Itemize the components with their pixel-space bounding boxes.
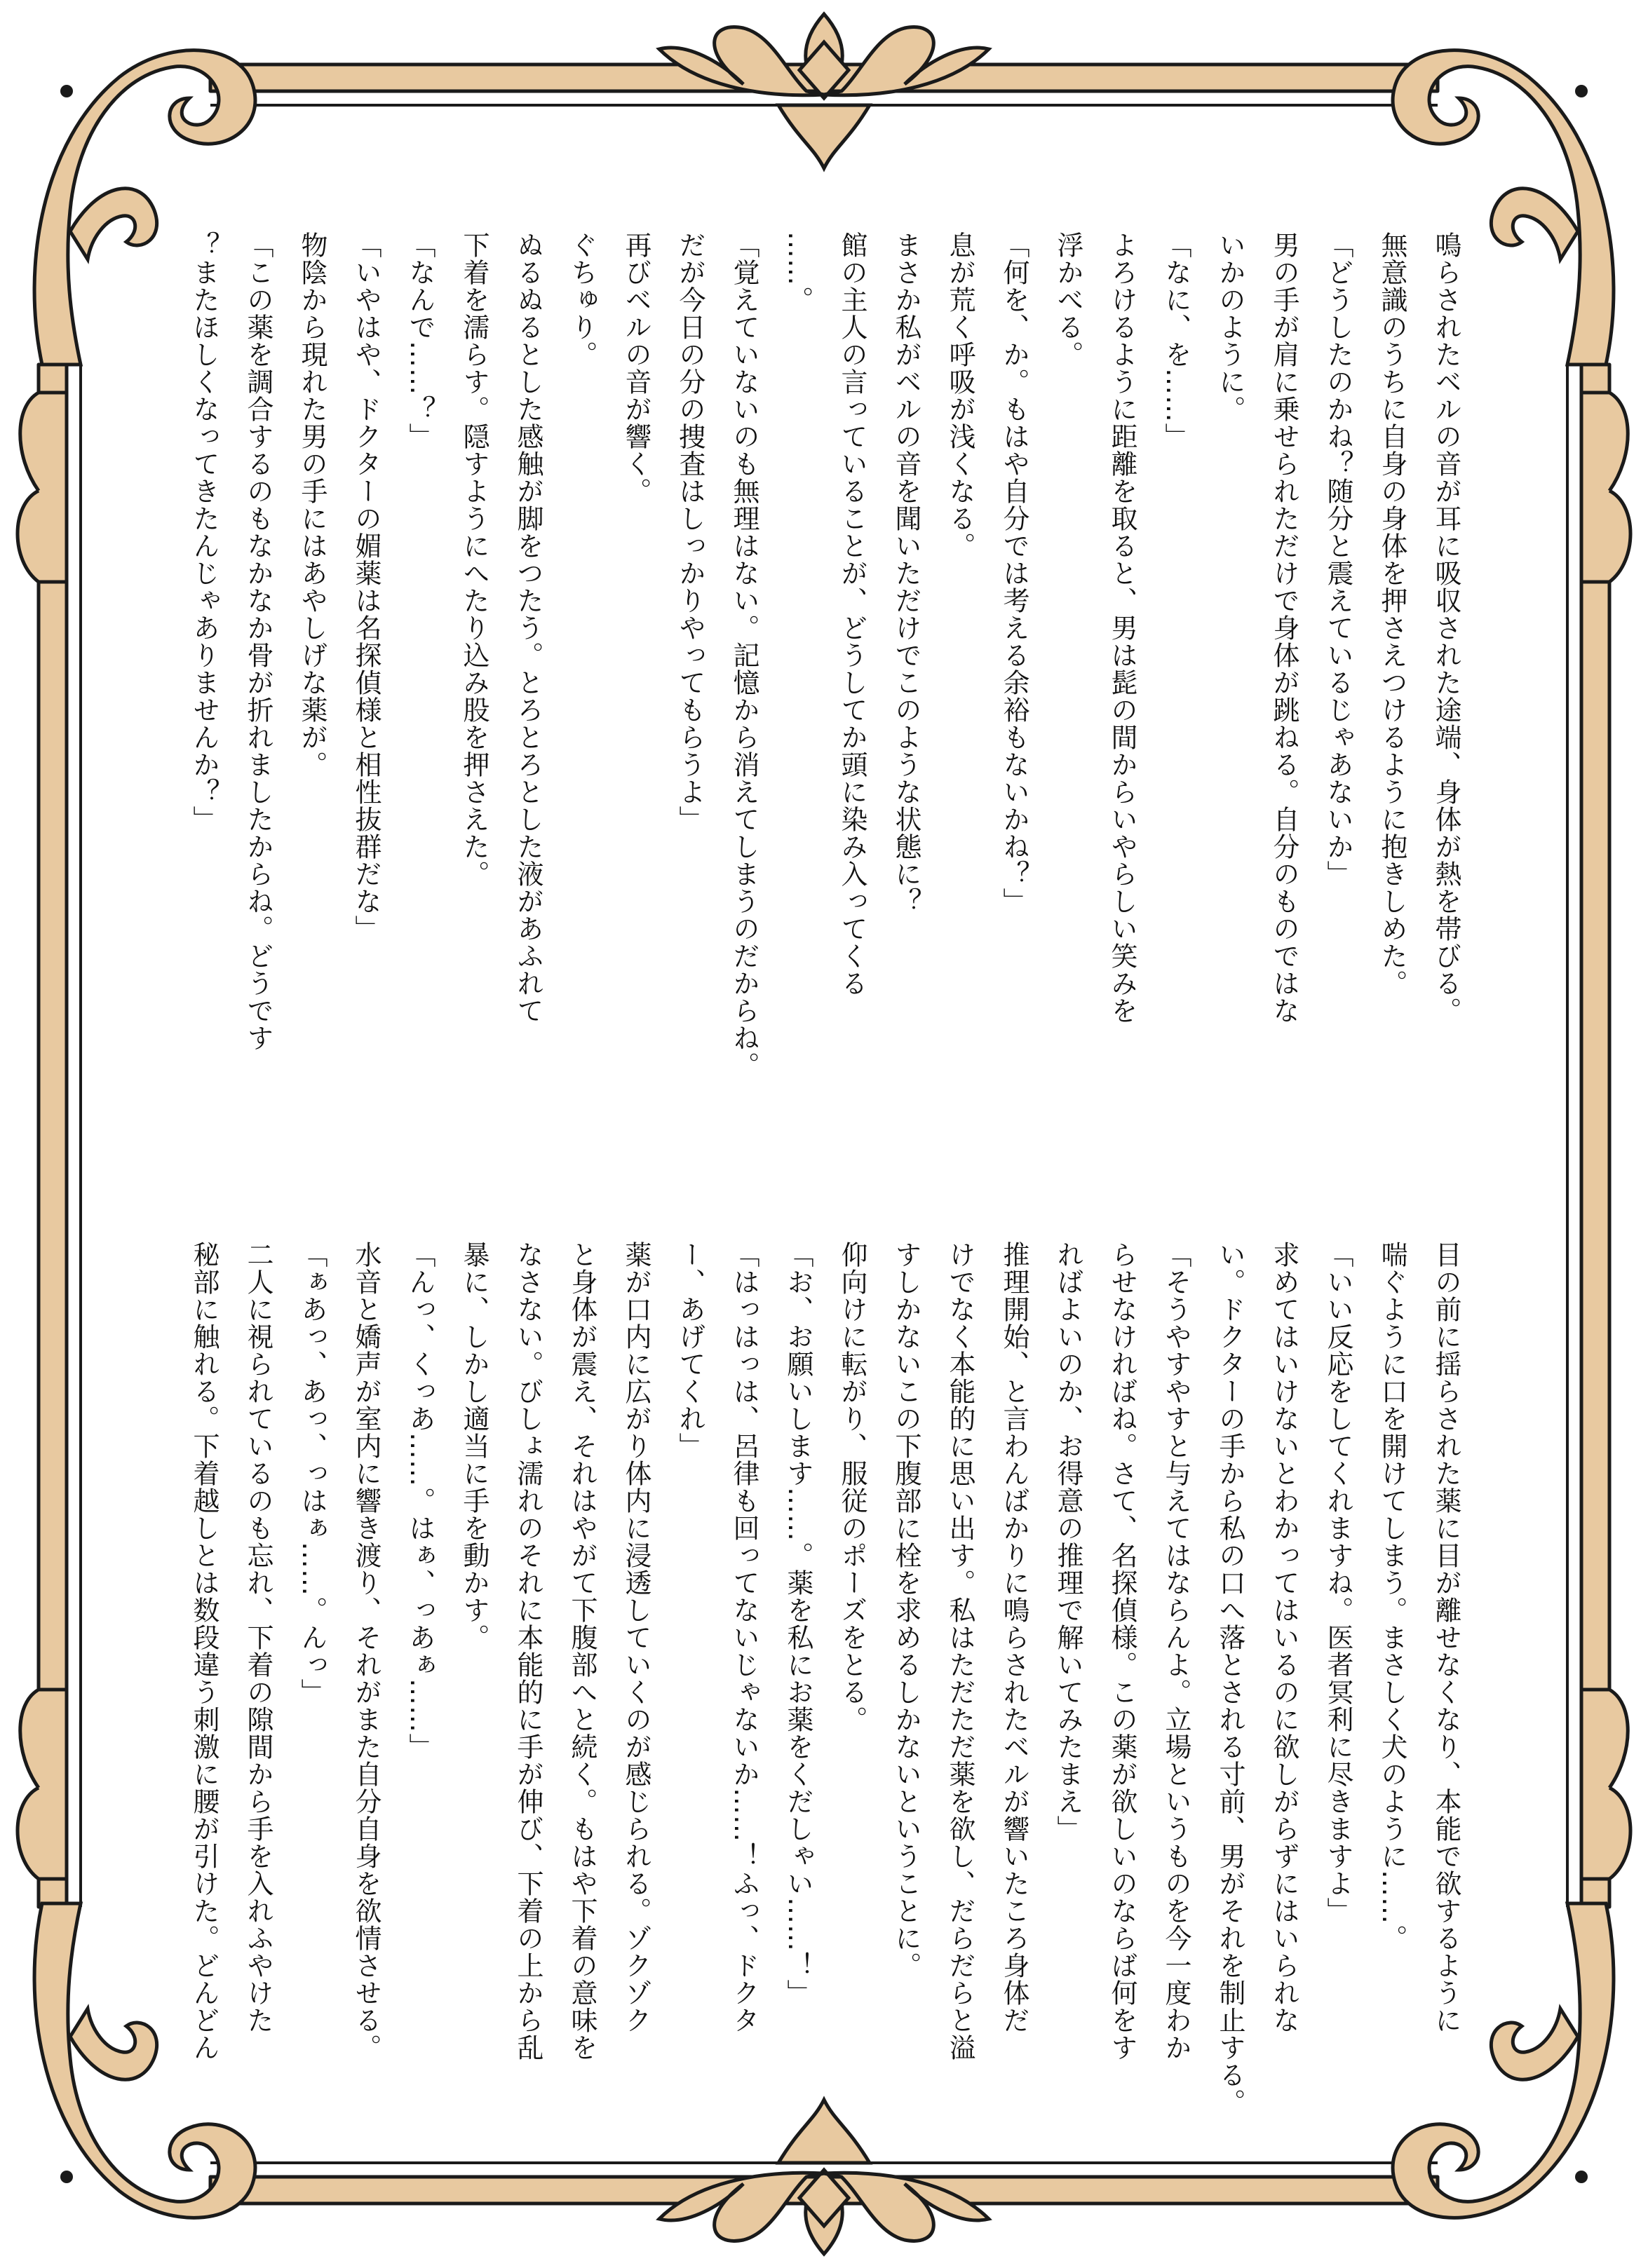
text-line: 「いい反応をしてくれますね。医者冥利に尽きますよ」	[1323, 1241, 1353, 1924]
text-line: 「覚えていないのも無理はない。記憶から消えてしまうのだからね。	[729, 231, 759, 1079]
text-line: 秘部に触れる。下着越しとは数段違う刺激に腰が引けた。どんどん	[189, 1241, 219, 2061]
text-line: 「いやはや、ドクターの媚薬は名探偵様と相性抜群だな」	[351, 231, 381, 942]
frame-left-bar	[39, 365, 67, 1907]
text-line: 求めてはいけないとわかってはいるのに欲しがらずにはいられな	[1269, 1241, 1299, 2034]
text-line: ぐちゅり。	[567, 231, 597, 368]
text-line: 男の手が肩に乗せられただけで身体が跳ねる。自分のものではな	[1269, 231, 1299, 1024]
text-line: 「そうやすやすと与えてはならんよ。立場というものを今一度わか	[1161, 1241, 1191, 2061]
side-ornament-right-top	[1581, 393, 1630, 582]
text-line: ー、あげてくれ」	[675, 1241, 705, 1460]
text-line: 無意識のうちに自身の身体を押さえつけるように抱きしめた。	[1377, 231, 1407, 997]
text-line: 息が荒く呼吸が浅くなる。	[945, 231, 975, 559]
text-line: 「何を、か。もはや自分では考える余裕もないかね？」	[999, 231, 1029, 915]
text-line: ？またほしくなってきたんじゃありませんか？」	[189, 231, 219, 833]
text-line: 暴に、しかし適当に手を動かす。	[459, 1241, 489, 1651]
text-line: ぬるぬるとした感触が脚をつたう。とろとろとした液があふれて	[513, 231, 543, 1024]
text-block-top	[175, 231, 1473, 1171]
frame-right-bar	[1581, 365, 1609, 1907]
text-line: 薬が口内に広がり体内に浸透していくのが感じられる。ゾクゾク	[621, 1241, 651, 2034]
text-line: 仰向けに転がり、服従のポーズをとる。	[837, 1241, 867, 1733]
text-line: 「ぁあっ、あっ、っはぁ……。んっ」	[297, 1241, 327, 1706]
text-line: よろけるように距離を取ると、男は髭の間からいやらしい笑みを	[1107, 231, 1137, 1024]
text-line: 「んっ、くっあ……。はぁ、っあぁ……」	[405, 1241, 435, 1760]
text-line: 「お、お願いします……。薬を私にお薬をくだしゃい……！」	[783, 1241, 813, 2006]
text-line: 鳴らされたベルの音が耳に吸収された途端、身体が熱を帯びる。	[1431, 231, 1461, 1024]
text-line: なさない。びしょ濡れのそれに本能的に手が伸び、下着の上から乱	[513, 1241, 543, 2061]
text-line: らせなければね。さて、名探偵様。この薬が欲しいのならば何をす	[1107, 1241, 1137, 2061]
text-line: 目の前に揺らされた薬に目が離せなくなり、本能で欲するように	[1431, 1241, 1461, 2034]
text-line: 水音と嬌声が室内に響き渡り、それがまた自分自身を欲情させる。	[351, 1241, 381, 2061]
side-ornament-left-top	[18, 393, 67, 582]
text-line: と身体が震え、それはやがて下腹部へと続く。もはや下着の意味を	[567, 1241, 597, 2061]
text-line: 浮かべる。	[1053, 231, 1083, 368]
text-line: ればよいのか、お得意の推理で解いてみたまえ」	[1053, 1241, 1083, 1842]
text-line: いかのように。	[1215, 231, 1245, 423]
text-line: 「はっはっは、呂律も回ってないじゃないか……！ふっ、ドクタ	[729, 1241, 759, 2034]
text-line: ……。	[783, 231, 813, 313]
text-line: 推理開始、と言わんばかりに鳴らされたベルが響いたころ身体だ	[999, 1241, 1029, 2034]
text-line: い。ドクターの手から私の口へ落とされる寸前、男がそれを制止する。	[1215, 1241, 1245, 2116]
text-line: 下着を濡らす。隠すようにへたり込み股を押さえた。	[459, 231, 489, 888]
text-block-bottom	[175, 1241, 1473, 2180]
text-line: けでなく本能的に思い出す。私はただただ薬を欲し、だらだらと溢	[945, 1241, 975, 2061]
text-line: 再びベルの音が響く。	[621, 231, 651, 505]
text-line: だが今日の分の捜査はしっかりやってもらうよ」	[675, 231, 705, 833]
text-line: 「なんで……？」	[405, 231, 435, 450]
text-line: すしかないこの下腹部に栓を求めるしかないということに。	[891, 1241, 921, 1979]
side-ornament-right-bottom	[1581, 1690, 1630, 1879]
text-line: 二人に視られているのも忘れ、下着の隙間から手を入れふやけた	[243, 1241, 273, 2034]
text-line: まさか私がベルの音を聞いただけでこのような状態に？	[891, 231, 921, 915]
text-line: 館の主人の言っていることが、どうしてか頭に染み入ってくる	[837, 231, 867, 997]
text-line: 物陰から現れた男の手にはあやしげな薬が。	[297, 231, 327, 778]
text-line: 「なに、を……」	[1161, 231, 1191, 450]
text-line: 喘ぐように口を開けてしまう。まさしく犬のように……。	[1377, 1241, 1407, 1952]
text-line: 「この薬を調合するのもなかなか骨が折れましたからね。どうです	[243, 231, 273, 1052]
side-ornament-left-bottom	[18, 1690, 67, 1879]
text-line: 「どうしたのかね？随分と震えているじゃあないか」	[1323, 231, 1353, 888]
